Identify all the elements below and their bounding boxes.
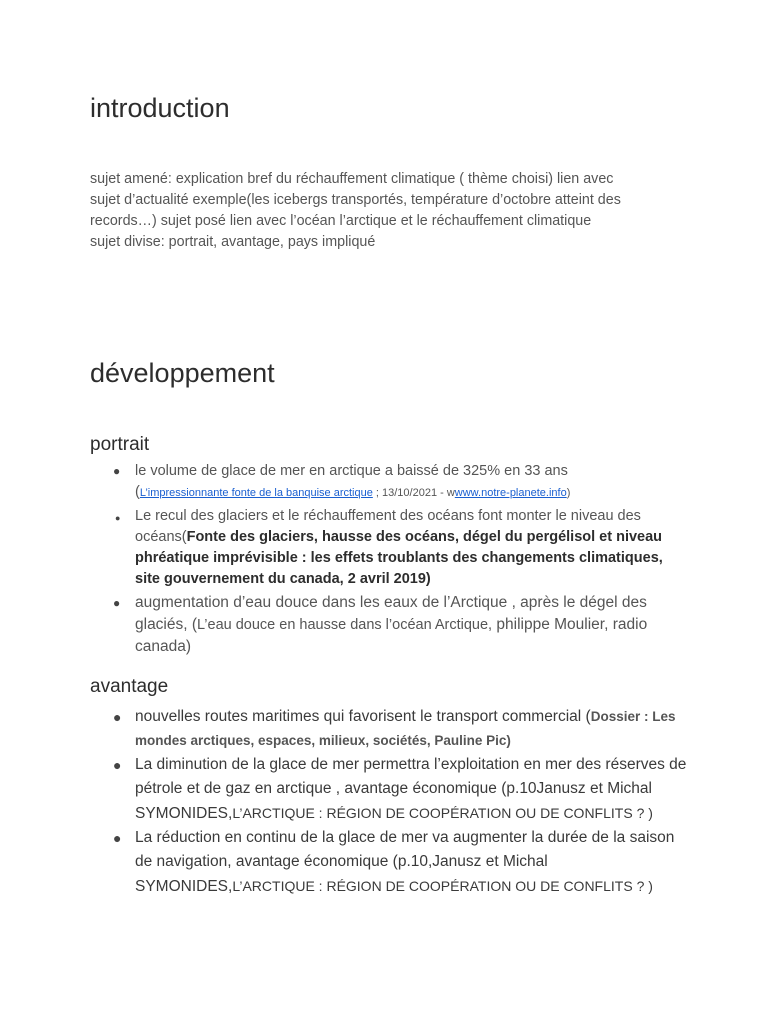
bullet-icon: ● [115, 513, 121, 523]
introduction-line: sujet d’actualité exemple(les icebergs transportés, température d’octobre atteint des [90, 192, 621, 208]
portrait-heading: portrait [90, 434, 150, 455]
list-item: ● Le recul des glaciers et le réchauffement des océans font monter le niveau des océans(Fonte des glaciers, hausse des océans, dégel du pergélisol et niveau phréatique imprévisible : les effets troublants des changements climatiques, site gouvernement du canada, 2 avril 2019) [115, 508, 663, 587]
avantage-heading: avantage [90, 676, 169, 697]
portrait-list [90, 461, 690, 660]
avantage-list [90, 705, 690, 899]
list-item: ● nouvelles routes maritimes qui favorisent le transport commercial (Dossier : Les mondes arctiques, espaces, milieux, sociétés, Pauline Pic) [90, 705, 690, 753]
bullet-icon: ● [113, 596, 121, 610]
list-item: ● La diminution de la glace de mer permettra l’exploitation en mer des réserves de pétrole et de gaz en arctique , avantage économique (p.10Janusz et Michal SYMONIDES,L’ARCTIQUE : RÉGION DE COOPÉRATION OU DE CONFLITS ? ) [90, 753, 690, 826]
source-link[interactable]: L’impressionnante fonte de la banquise arctique [139, 487, 373, 499]
introduction-line: records…) sujet posé lien avec l’océan l’arctique et le réchauffement climatique [90, 213, 592, 229]
introduction-heading: introduction [90, 93, 230, 123]
bullet-icon: ● [113, 757, 122, 773]
site-link[interactable]: www.notre-planete.info [454, 487, 567, 499]
bullet-icon: ● [113, 709, 122, 725]
developpement-heading: développement [90, 358, 275, 388]
introduction-line: sujet amené: explication bref du réchauffement climatique ( thème choisi) lien avec [90, 171, 614, 187]
bullet-icon: ● [113, 464, 121, 478]
bullet-icon: ● [113, 830, 122, 846]
list-item: ● augmentation d’eau douce dans les eaux de l’Arctique , après le dégel des glaciés, (L’eau douce en hausse dans l’océan Arctique, philippe Moulier, radio canada) [113, 594, 648, 655]
list-item: ● La réduction en continu de la glace de mer va augmenter la durée de la saison de navigation, avantage économique (p.10,Janusz et Michal SYMONIDES,L’ARCTIQUE : RÉGION DE COOPÉRATION OU DE CONFLITS ? ) [90, 826, 690, 899]
introduction-line: sujet divise: portrait, avantage, pays impliqué [90, 234, 376, 250]
list-item: ● le volume de glace de mer en arctique a baissé de 325% en 33 ans (L’impressionnante fonte de la banquise arctique ; 13/10/2021 - wwww.notre-planete.info) [113, 463, 571, 500]
introduction-paragraph [90, 169, 690, 253]
